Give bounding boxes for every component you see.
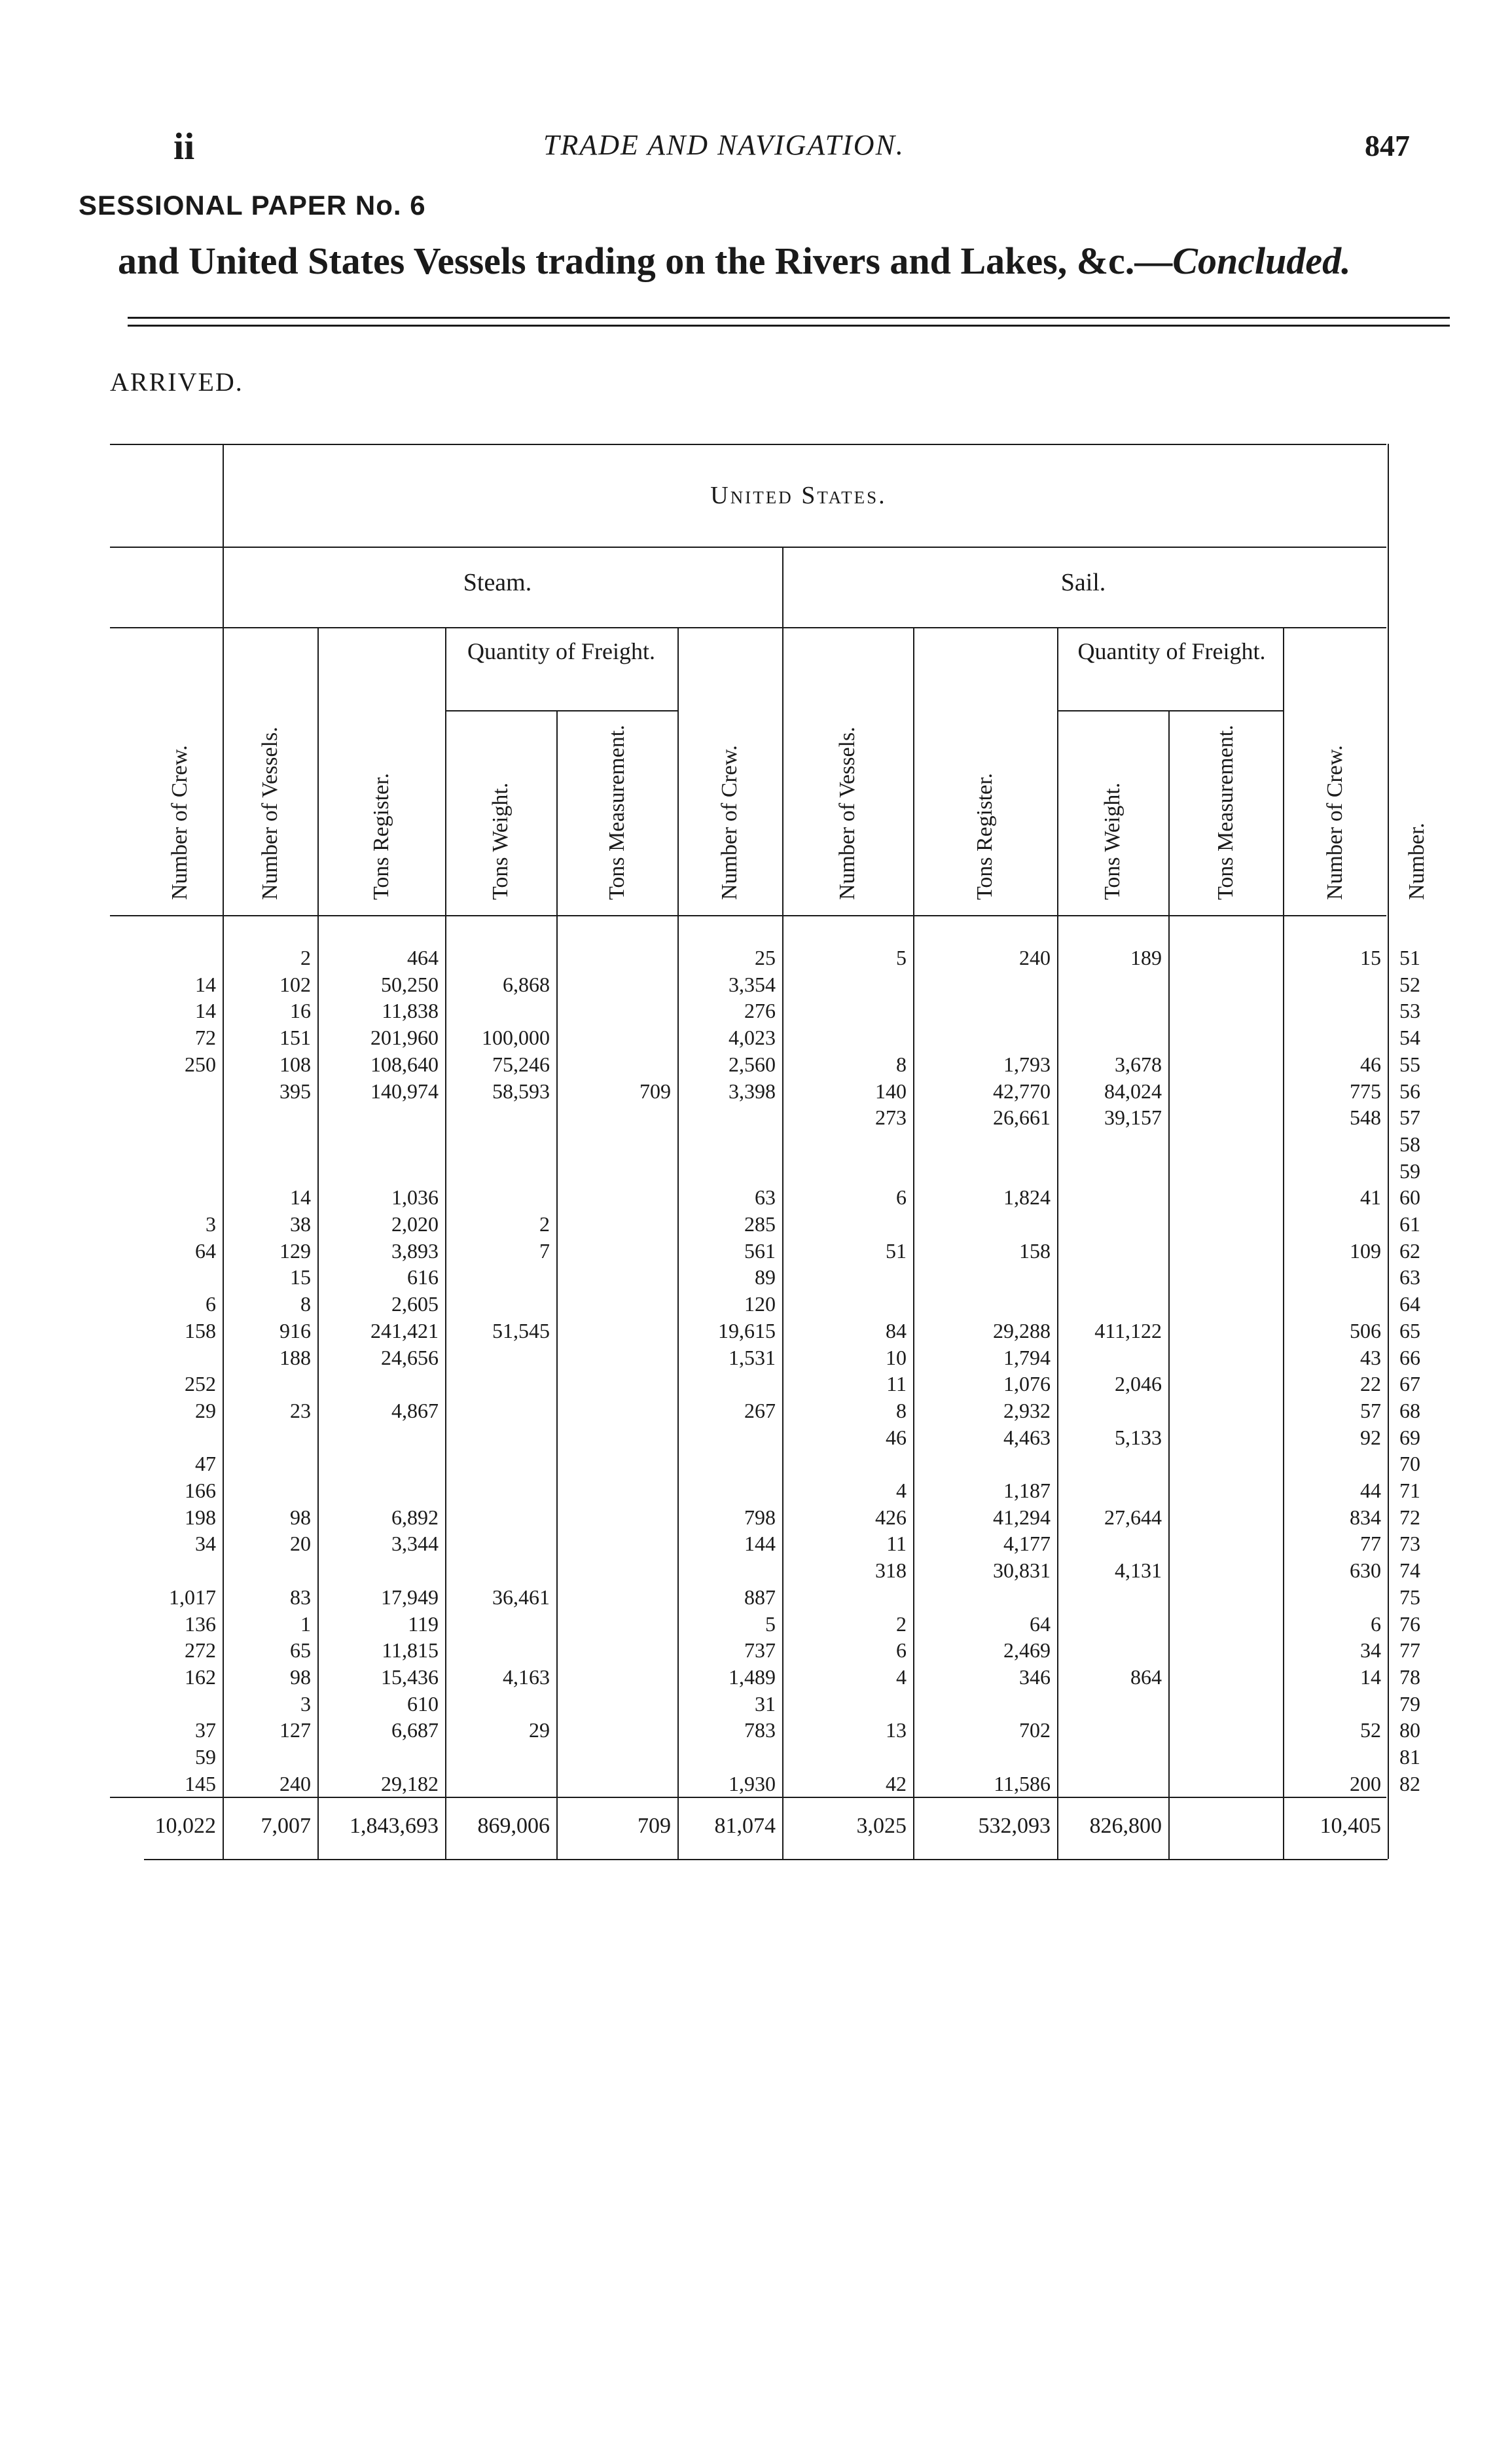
table-cell: 887	[744, 1585, 776, 1609]
column-header-8: Tons Register.	[973, 772, 997, 900]
table-cell: 1,793	[1003, 1052, 1051, 1076]
table-cell: 51,545	[492, 1318, 550, 1342]
total-cell: 10,022	[154, 1814, 216, 1838]
table-cell: 15	[1360, 946, 1381, 969]
table-cell: 17,949	[381, 1585, 439, 1609]
table-cell: 285	[744, 1212, 776, 1236]
column-header-10: Tons Measurement.	[1213, 725, 1238, 900]
row-number: 53	[1399, 999, 1420, 1023]
table-cell: 3	[300, 1691, 311, 1716]
table-left-rule	[223, 444, 224, 627]
column-header-4: Tons Weight.	[488, 782, 513, 900]
table-cell: 158	[185, 1318, 216, 1342]
table-cell: 120	[744, 1292, 776, 1316]
table-cell: 395	[279, 1079, 311, 1103]
table-cell: 11	[886, 1532, 907, 1556]
table-cell: 57	[1360, 1398, 1381, 1422]
table-cell: 6	[896, 1185, 907, 1210]
table-cell: 31	[755, 1691, 776, 1716]
title-rule-top	[128, 317, 1450, 319]
row-number: 52	[1399, 972, 1420, 996]
table-cell: 22	[1360, 1372, 1381, 1396]
table-cell: 6,892	[391, 1505, 439, 1529]
table-cell: 98	[290, 1665, 311, 1689]
table-cell: 1,076	[1003, 1372, 1051, 1396]
table-cell: 3,398	[729, 1079, 776, 1103]
row-number: 74	[1399, 1558, 1420, 1583]
row-number: 64	[1399, 1292, 1420, 1316]
table-cell: 50,250	[381, 972, 439, 996]
table-cell: 1,017	[169, 1585, 216, 1609]
table-cell: 98	[290, 1505, 311, 1529]
table-cell: 6	[896, 1638, 907, 1663]
row-number: 77	[1399, 1638, 1420, 1663]
table-cell: 158	[1019, 1238, 1051, 1263]
table-cell: 20	[290, 1532, 311, 1556]
table-cell: 1	[300, 1611, 311, 1636]
row-number: 55	[1399, 1052, 1420, 1076]
row-number: 54	[1399, 1026, 1420, 1050]
table-cell: 84,024	[1104, 1079, 1162, 1103]
row-number: 82	[1399, 1771, 1420, 1795]
table-cell: 52	[1360, 1718, 1381, 1742]
table-cell: 775	[1350, 1079, 1381, 1103]
group-rule	[110, 547, 1386, 548]
table-cell: 43	[1360, 1345, 1381, 1369]
table-cell: 267	[744, 1398, 776, 1422]
table-cell: 30,831	[993, 1558, 1051, 1583]
table-cell: 41	[1360, 1185, 1381, 1210]
table-cell: 783	[744, 1718, 776, 1742]
table-cell: 630	[1350, 1558, 1381, 1583]
table-cell: 1,489	[729, 1665, 776, 1689]
page-number: 847	[1365, 129, 1410, 162]
row-number: 65	[1399, 1318, 1420, 1342]
table-cell: 6,687	[391, 1718, 439, 1742]
table-cell: 2	[896, 1611, 907, 1636]
column-header-7: Number of Vessels.	[835, 727, 859, 900]
table-cell: 2	[300, 946, 311, 969]
total-cell: 10,405	[1320, 1814, 1381, 1838]
total-cell: 869,006	[477, 1814, 550, 1838]
table-cell: 4,131	[1115, 1558, 1162, 1583]
table-cell: 29	[529, 1718, 550, 1742]
table-cell: 1,531	[729, 1345, 776, 1369]
table-cell: 188	[279, 1345, 311, 1369]
row-number: 76	[1399, 1611, 1420, 1636]
table-cell: 127	[279, 1718, 311, 1742]
table-cell: 5	[765, 1611, 776, 1636]
table-title-italic: Concluded.	[1172, 240, 1351, 282]
table-cell: 51	[886, 1238, 907, 1263]
total-cell: 709	[638, 1814, 671, 1838]
table-cell: 14	[195, 972, 216, 996]
table-cell: 250	[185, 1052, 216, 1076]
column-header-3: Tons Register.	[369, 772, 393, 900]
table-cell: 3,344	[391, 1532, 439, 1556]
subgroup-steam: Steam.	[463, 569, 532, 596]
table-cell: 709	[639, 1079, 671, 1103]
table-cell: 610	[407, 1691, 439, 1716]
table-cell: 58,593	[492, 1079, 550, 1103]
row-number: 70	[1399, 1452, 1420, 1476]
table-cell: 27,644	[1104, 1505, 1162, 1529]
table-cell: 346	[1019, 1665, 1051, 1689]
table-cell: 798	[744, 1505, 776, 1529]
table-cell: 548	[1350, 1106, 1381, 1130]
table-cell: 2,932	[1003, 1398, 1051, 1422]
table-cell: 15,436	[381, 1665, 439, 1689]
column-header-2: Number of Vessels.	[257, 727, 282, 900]
row-number: 60	[1399, 1185, 1420, 1210]
table-cell: 1,187	[1003, 1479, 1051, 1502]
table-cell: 201,960	[370, 1026, 439, 1050]
table-cell: 189	[1130, 946, 1162, 969]
row-number: 59	[1399, 1159, 1420, 1183]
table-title	[118, 239, 1351, 283]
table-cell: 63	[755, 1185, 776, 1210]
section-label: ARRIVED.	[110, 367, 243, 397]
table-cell: 145	[185, 1771, 216, 1795]
table-cell: 39,157	[1104, 1106, 1162, 1130]
row-number: 75	[1399, 1585, 1420, 1609]
table-cell: 11	[886, 1372, 907, 1396]
table-cell: 34	[1360, 1638, 1381, 1663]
column-rule	[1388, 444, 1389, 1859]
table-cell: 14	[290, 1185, 311, 1210]
row-number: 69	[1399, 1425, 1420, 1449]
table-cell: 14	[1360, 1665, 1381, 1689]
row-number: 80	[1399, 1718, 1420, 1742]
table-cell: 29,288	[993, 1318, 1051, 1342]
row-number: 58	[1399, 1132, 1420, 1156]
column-header-1: Number of Crew.	[168, 745, 192, 900]
header-bottom-rule	[110, 915, 1386, 916]
table-cell: 77	[1360, 1532, 1381, 1556]
row-number: 79	[1399, 1691, 1420, 1716]
row-number: 51	[1399, 946, 1420, 969]
table-cell: 426	[875, 1505, 907, 1529]
table-cell: 616	[407, 1265, 439, 1289]
table-cell: 10	[886, 1345, 907, 1369]
table-cell: 411,122	[1094, 1318, 1162, 1342]
table-cell: 14	[195, 999, 216, 1023]
table-cell: 8	[896, 1052, 907, 1076]
table-cell: 140,974	[370, 1079, 439, 1103]
row-number: 68	[1399, 1398, 1420, 1422]
table-cell: 29,182	[381, 1771, 439, 1795]
table-cell: 464	[407, 946, 439, 969]
table-cell: 64	[1030, 1611, 1051, 1636]
table-cell: 11,586	[994, 1771, 1051, 1795]
table-cell: 7	[539, 1238, 550, 1263]
row-number: 71	[1399, 1479, 1420, 1502]
table-cell: 3,678	[1115, 1052, 1162, 1076]
table-cell: 47	[195, 1452, 216, 1476]
table-cell: 11,815	[382, 1638, 439, 1663]
table-cell: 2,020	[391, 1212, 439, 1236]
table-cell: 6	[1371, 1611, 1381, 1636]
group-header-united-states: United States.	[710, 482, 887, 509]
table-cell: 318	[875, 1558, 907, 1583]
table-cell: 46	[886, 1425, 907, 1449]
row-number: 63	[1399, 1265, 1420, 1289]
table-cell: 83	[290, 1585, 311, 1609]
table-cell: 2,469	[1003, 1638, 1051, 1663]
table-cell: 198	[185, 1505, 216, 1529]
table-cell: 241,421	[370, 1318, 439, 1342]
table-cell: 34	[195, 1532, 216, 1556]
table-cell: 24,656	[381, 1345, 439, 1369]
sessional-paper-label: SESSIONAL PAPER No. 6	[79, 190, 426, 221]
table-cell: 4,163	[503, 1665, 550, 1689]
table-cell: 65	[290, 1638, 311, 1663]
table-cell: 1,824	[1003, 1185, 1051, 1210]
table-cell: 864	[1130, 1665, 1162, 1689]
page-left-mark: ii	[173, 125, 195, 168]
table-cell: 16	[290, 999, 311, 1023]
subgroup-sail: Sail.	[1060, 569, 1106, 596]
subgroup-rule	[110, 627, 1386, 628]
table-cell: 3,893	[391, 1238, 439, 1263]
row-number: 73	[1399, 1532, 1420, 1556]
row-number: 66	[1399, 1345, 1420, 1369]
table-cell: 26,661	[993, 1106, 1051, 1130]
table-cell: 108,640	[370, 1052, 439, 1076]
table-cell: 252	[185, 1372, 216, 1396]
table-cell: 92	[1360, 1425, 1381, 1449]
running-title: TRADE AND NAVIGATION.	[543, 129, 905, 161]
table-cell: 75,246	[492, 1052, 550, 1076]
row-number: 72	[1399, 1505, 1420, 1529]
table-cell: 2,046	[1115, 1372, 1162, 1396]
table-cell: 64	[195, 1238, 216, 1263]
table-cell: 162	[185, 1665, 216, 1689]
table-cell: 89	[755, 1265, 776, 1289]
table-cell: 4	[896, 1479, 907, 1502]
table-cell: 1,930	[729, 1771, 776, 1795]
table-cell: 29	[195, 1398, 216, 1422]
total-cell: 81,074	[714, 1814, 776, 1838]
table-cell: 8	[300, 1292, 311, 1316]
total-cell: 532,093	[978, 1814, 1051, 1838]
table-cell: 240	[1019, 946, 1051, 969]
table-cell: 6,868	[503, 972, 550, 996]
table-cell: 506	[1350, 1318, 1381, 1342]
steam-freight-rule	[445, 710, 677, 711]
table-cell: 108	[279, 1052, 311, 1076]
table-cell: 42	[886, 1771, 907, 1795]
table-cell: 2,560	[729, 1052, 776, 1076]
table-cell: 37	[195, 1718, 216, 1742]
table-cell: 46	[1360, 1052, 1381, 1076]
table-cell: 834	[1350, 1505, 1381, 1529]
steam-freight-header: Quantity of Freight.	[467, 638, 655, 664]
table-cell: 41,294	[993, 1505, 1051, 1529]
column-header-11: Number of Crew.	[1323, 745, 1347, 900]
column-header-9: Tons Weight.	[1100, 782, 1125, 900]
row-number: 67	[1399, 1372, 1420, 1396]
column-header-6: Number of Crew.	[717, 745, 742, 900]
table-cell: 129	[279, 1238, 311, 1263]
table-cell: 5,133	[1115, 1425, 1162, 1449]
table-cell: 36,461	[492, 1585, 550, 1609]
table-cell: 59	[195, 1745, 216, 1769]
table-cell: 100,000	[482, 1026, 550, 1050]
table-cell: 737	[744, 1638, 776, 1663]
table-cell: 4,023	[729, 1026, 776, 1050]
row-number: 56	[1399, 1079, 1420, 1103]
table-cell: 1,036	[391, 1185, 439, 1210]
table-cell: 140	[875, 1079, 907, 1103]
sail-freight-rule	[1057, 710, 1283, 711]
table-cell: 72	[195, 1026, 216, 1050]
table-cell: 23	[290, 1398, 311, 1422]
table-cell: 144	[744, 1532, 776, 1556]
sail-freight-header: Quantity of Freight.	[1077, 638, 1266, 664]
column-header-5: Tons Measurement.	[604, 725, 629, 900]
table-cell: 200	[1350, 1771, 1381, 1795]
table-cell: 102	[279, 972, 311, 996]
table-title-main: and United States Vessels trading on the Rivers and Lakes, &c.—	[118, 240, 1173, 282]
totals-rule	[110, 1797, 1386, 1798]
table-cell: 273	[875, 1106, 907, 1130]
table-cell: 5	[896, 946, 907, 969]
table-cell: 3,354	[729, 972, 776, 996]
table-cell: 4	[896, 1665, 907, 1689]
table-cell: 42,770	[993, 1079, 1051, 1103]
table-cell: 1,794	[1003, 1345, 1051, 1369]
total-cell: 3,025	[856, 1814, 907, 1838]
table-cell: 2,605	[391, 1292, 439, 1316]
total-cell: 7,007	[261, 1814, 311, 1838]
table-top-rule	[110, 444, 1386, 445]
table-cell: 4,867	[391, 1398, 439, 1422]
table-cell: 6	[206, 1292, 216, 1316]
table-cell: 4,463	[1003, 1425, 1051, 1449]
table-cell: 2	[539, 1212, 550, 1236]
table-cell: 3	[206, 1212, 216, 1236]
table-cell: 13	[886, 1718, 907, 1742]
table-cell: 151	[279, 1026, 311, 1050]
title-rule-bottom	[128, 325, 1450, 327]
column-rule	[556, 710, 558, 1859]
row-number: 81	[1399, 1745, 1420, 1769]
row-number: 57	[1399, 1106, 1420, 1130]
table-cell: 109	[1350, 1238, 1381, 1263]
table-cell: 84	[886, 1318, 907, 1342]
table-cell: 38	[290, 1212, 311, 1236]
table-cell: 276	[744, 999, 776, 1023]
table-cell: 8	[896, 1398, 907, 1422]
column-header-12: Number.	[1405, 822, 1429, 900]
row-number: 78	[1399, 1665, 1420, 1689]
table-cell: 272	[185, 1638, 216, 1663]
table-cell: 166	[185, 1479, 216, 1502]
column-rule	[1168, 710, 1170, 1859]
row-number: 61	[1399, 1212, 1420, 1236]
total-cell: 826,800	[1089, 1814, 1162, 1838]
table-cell: 240	[279, 1771, 311, 1795]
total-cell: 1,843,693	[350, 1814, 439, 1838]
table-cell: 136	[185, 1611, 216, 1636]
table-cell: 119	[408, 1611, 439, 1636]
table-cell: 916	[279, 1318, 311, 1342]
table-cell: 4,177	[1003, 1532, 1051, 1556]
table-cell: 25	[755, 946, 776, 969]
row-number: 62	[1399, 1238, 1420, 1263]
table-cell: 15	[290, 1265, 311, 1289]
table-bottom-rule	[144, 1859, 1388, 1860]
table-cell: 44	[1360, 1479, 1381, 1502]
table-cell: 702	[1019, 1718, 1051, 1742]
table-cell: 11,838	[382, 999, 439, 1023]
table-cell: 19,615	[718, 1318, 776, 1342]
table-cell: 561	[744, 1238, 776, 1263]
